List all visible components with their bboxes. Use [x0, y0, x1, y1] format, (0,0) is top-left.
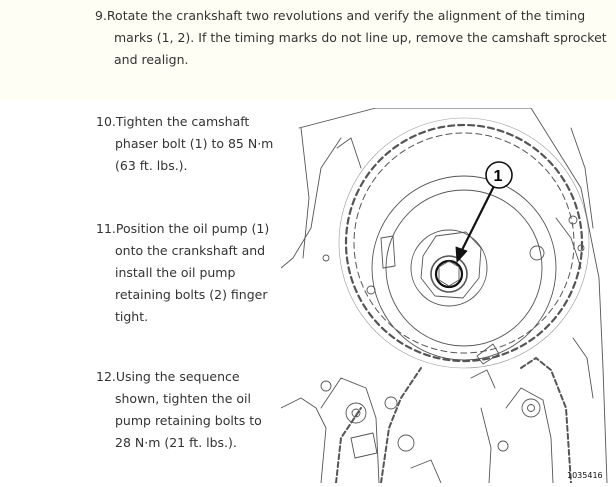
step-10-line-2: phaser bolt (1) to 85 N·m: [115, 136, 274, 151]
step-12-line-4: 28 N·m (21 ft. lbs.).: [115, 435, 237, 450]
step-11: [96, 218, 269, 328]
step-10: [96, 111, 273, 177]
step-12: [96, 366, 262, 454]
step-12-line-1: 12.Using the sequence: [96, 369, 240, 384]
step-12-line-3: pump retaining bolts to: [115, 413, 262, 428]
step-11-line-5: tight.: [115, 309, 149, 324]
step-11-line-1: 11.Position the oil pump (1): [96, 221, 270, 236]
figure-id: 1035416: [567, 471, 603, 480]
step-11-line-3: install the oil pump: [115, 265, 236, 280]
step-12-line-2: shown, tighten the oil: [115, 391, 251, 406]
engine-line-drawing: [281, 108, 611, 483]
camshaft-phaser-figure: [281, 108, 611, 483]
step-11-line-2: onto the crankshaft and: [115, 243, 266, 258]
step-10-line-1: 10.Tighten the camshaft: [96, 114, 250, 129]
step-9-line-3: and realign.: [114, 52, 189, 67]
step-10-line-3: (63 ft. lbs.).: [115, 158, 188, 173]
step-9: [95, 5, 607, 71]
step-11-line-4: retaining bolts (2) finger: [115, 287, 268, 302]
callout-1-label: 1: [493, 168, 503, 185]
step-9-line-2: marks (1, 2). If the timing marks do not line up, remove the camshaft sprocket: [114, 30, 607, 45]
step-9-line-1: 9.Rotate the crankshaft two revolutions and verify the alignment of the timing: [95, 8, 586, 23]
